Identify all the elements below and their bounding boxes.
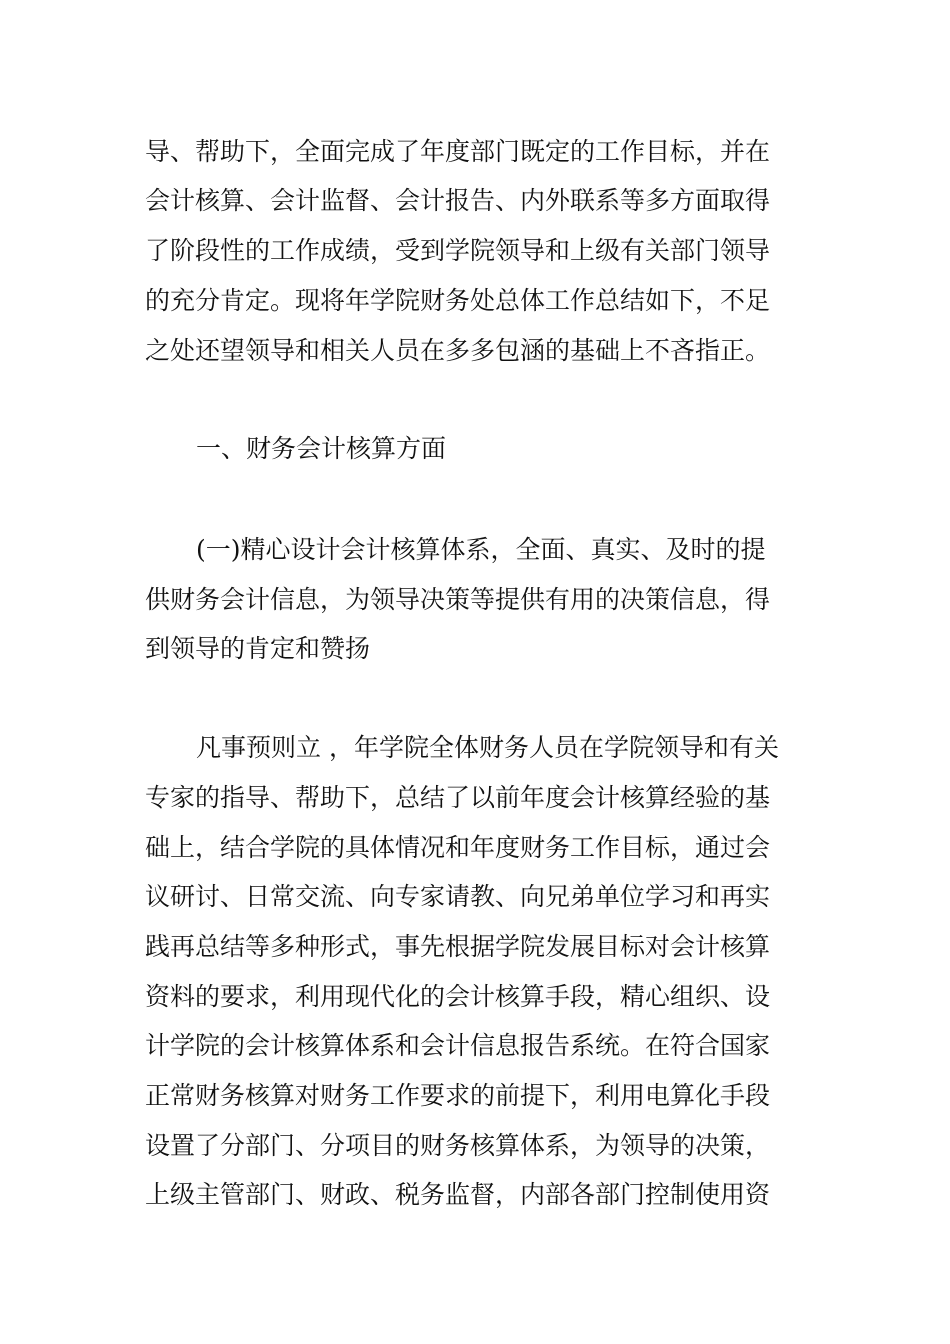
intro-line-2: 会计核算、会计监督、会计报告、内外联系等多方面取得 (145, 186, 771, 215)
body-line-2: 专家的指导、帮助下，总结了以前年度会计核算经验的基 (145, 783, 771, 812)
body-line-10: 上级主管部门、财政、税务监督，内部各部门控制使用资 (145, 1180, 771, 1209)
intro-line-3: 了阶段性的工作成绩，受到学院领导和上级有关部门领导 (145, 236, 771, 265)
body-line-1: 凡事预则立 ，年学院全体财务人员在学院领导和有关 (196, 733, 779, 762)
subsection-heading-line-1: (一)精心设计会计核算体系，全面、真实、及时的提 (196, 535, 766, 564)
intro-line-5: 之处还望领导和相关人员在多多包涵的基础上不吝指正。 (145, 336, 771, 365)
section-heading: 一、财务会计核算方面 (196, 434, 447, 463)
body-line-6: 资料的要求，利用现代化的会计核算手段，精心组织、设 (145, 982, 771, 1011)
body-line-3: 础上，结合学院的具体情况和年度财务工作目标，通过会 (145, 833, 771, 862)
body-line-5: 践再总结等多种形式，事先根据学院发展目标对会计核算 (145, 932, 771, 961)
intro-line-1: 导、帮助下，全面完成了年度部门既定的工作目标，并在 (145, 137, 771, 166)
body-line-9: 设置了分部门、分项目的财务核算体系，为领导的决策， (145, 1131, 771, 1160)
subsection-heading-line-3: 到领导的肯定和赞扬 (145, 634, 371, 663)
intro-line-4: 的充分肯定。现将年学院财务处总体工作总结如下，不足 (145, 286, 771, 315)
body-line-8: 正常财务核算对财务工作要求的前提下，利用电算化手段 (145, 1081, 771, 1110)
body-line-4: 议研讨、日常交流、向专家请教、向兄弟单位学习和再实 (145, 882, 771, 911)
subsection-heading-line-2: 供财务会计信息，为领导决策等提供有用的决策信息，得 (145, 585, 771, 614)
body-line-7: 计学院的会计核算体系和会计信息报告系统。在符合国家 (145, 1031, 771, 1060)
